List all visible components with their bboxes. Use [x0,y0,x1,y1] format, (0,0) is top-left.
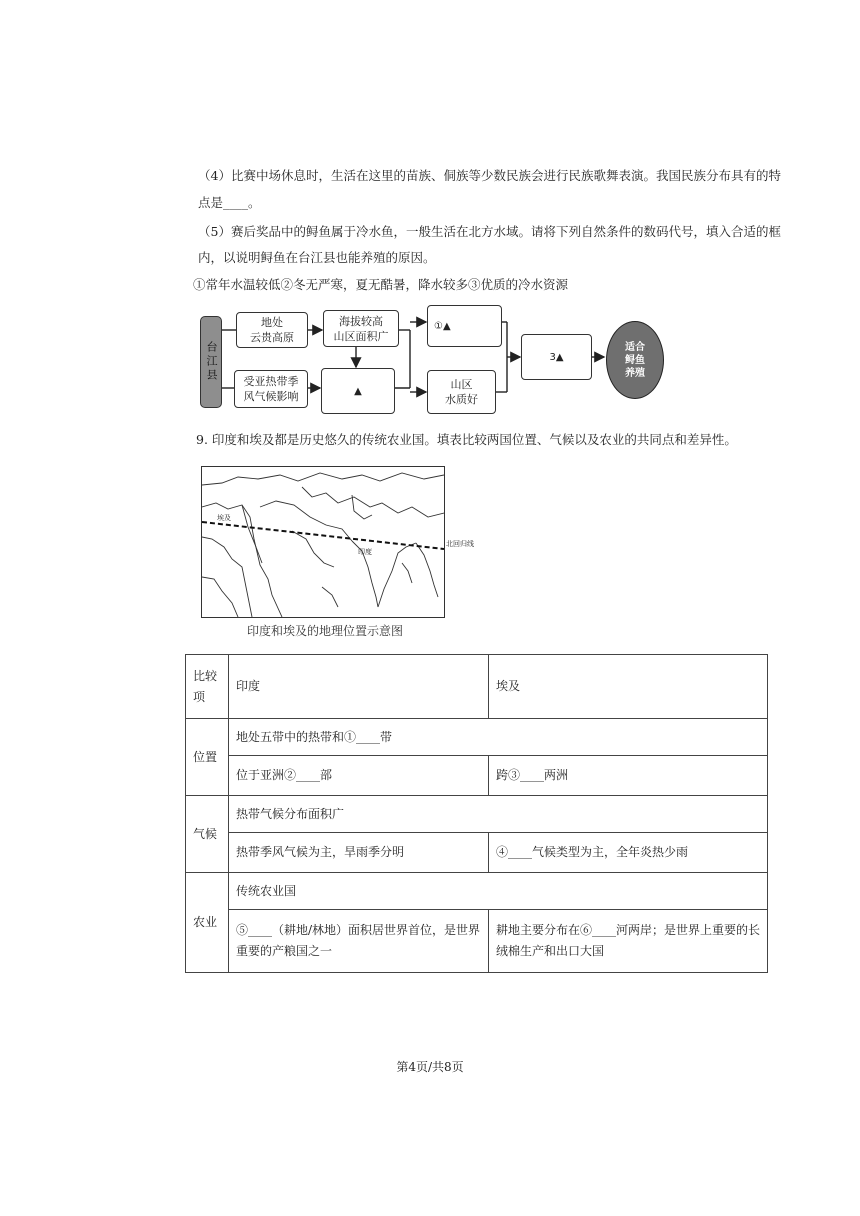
row-label-climate: 气候 [186,796,229,873]
q5-options: ①常年水温较低②冬无严寒，夏无酷暑，降水较多③优质的冷水资源 [193,277,569,292]
table-header-item: 比较项 [186,655,229,719]
climate-india: 热带季风气候为主，旱雨季分明 [229,833,489,873]
box-location: 地处 云贵高原 [236,312,308,348]
location-india: 位于亚洲②____部 [229,756,489,796]
q5-line2: 内，以说明鲟鱼在台江县也能养殖的原因。 [198,250,436,265]
box-blank-1: ▲ [321,368,395,414]
map-outline-drawing [202,467,444,617]
climate-common: 热带气候分布面积广 [229,796,768,833]
q9-title: 9. 印度和埃及都是历史悠久的传统农业国。填表比较两国位置、气候以及农业的共同点和差异性。 [196,432,737,447]
location-common: 地处五带中的热带和①____带 [229,719,768,756]
row-label-location: 位置 [186,719,229,796]
agri-egypt: 耕地主要分布在⑥____河两岸；是世界上重要的长绒棉生产和出口大国 [489,910,768,973]
box-blank-3: 3▲ [521,334,592,380]
tropic-of-cancer-line [202,522,444,549]
agri-common: 传统农业国 [229,873,768,910]
row-label-agriculture: 农业 [186,873,229,973]
table-header-india: 印度 [229,655,489,719]
map-figure [201,466,445,618]
result-oval: 适合 鲟鱼 养殖 [606,321,664,399]
location-egypt: 跨③____两洲 [489,756,768,796]
box-altitude: 海拔较高 山区面积广 [323,310,399,347]
map-caption: 印度和埃及的地理位置示意图 [247,624,404,638]
box-monsoon: 受亚热带季 风气候影响 [234,370,308,408]
agri-india: ⑤____（耕地/林地）面积居世界首位，是世界重要的产粮国之一 [229,910,489,973]
box-water: 山区 水质好 [427,370,496,414]
q4-line1: （4）比赛中场休息时，生活在这里的苗族、侗族等少数民族会进行民族歌舞表演。我国民族分布具有的特 [198,168,781,183]
map-label-india: 印度 [358,548,372,556]
map-label-tropic: 北回归线 [446,540,474,548]
q5-line1: （5）赛后奖品中的鲟鱼属于冷水鱼，一般生活在北方水域。请将下列自然条件的数码代号，填入合适的框 [198,224,781,239]
box-blank-2: ①▲ [427,305,502,347]
climate-egypt: ④____气候类型为主，全年炎热少雨 [489,833,768,873]
comparison-table [185,654,768,973]
table-header-egypt: 埃及 [489,655,768,719]
q4-line2: 点是____。 [198,195,261,210]
county-label: 台江县 [200,316,222,408]
map-label-egypt: 埃及 [217,514,231,522]
page-number: 第4页/共8页 [396,1060,464,1074]
